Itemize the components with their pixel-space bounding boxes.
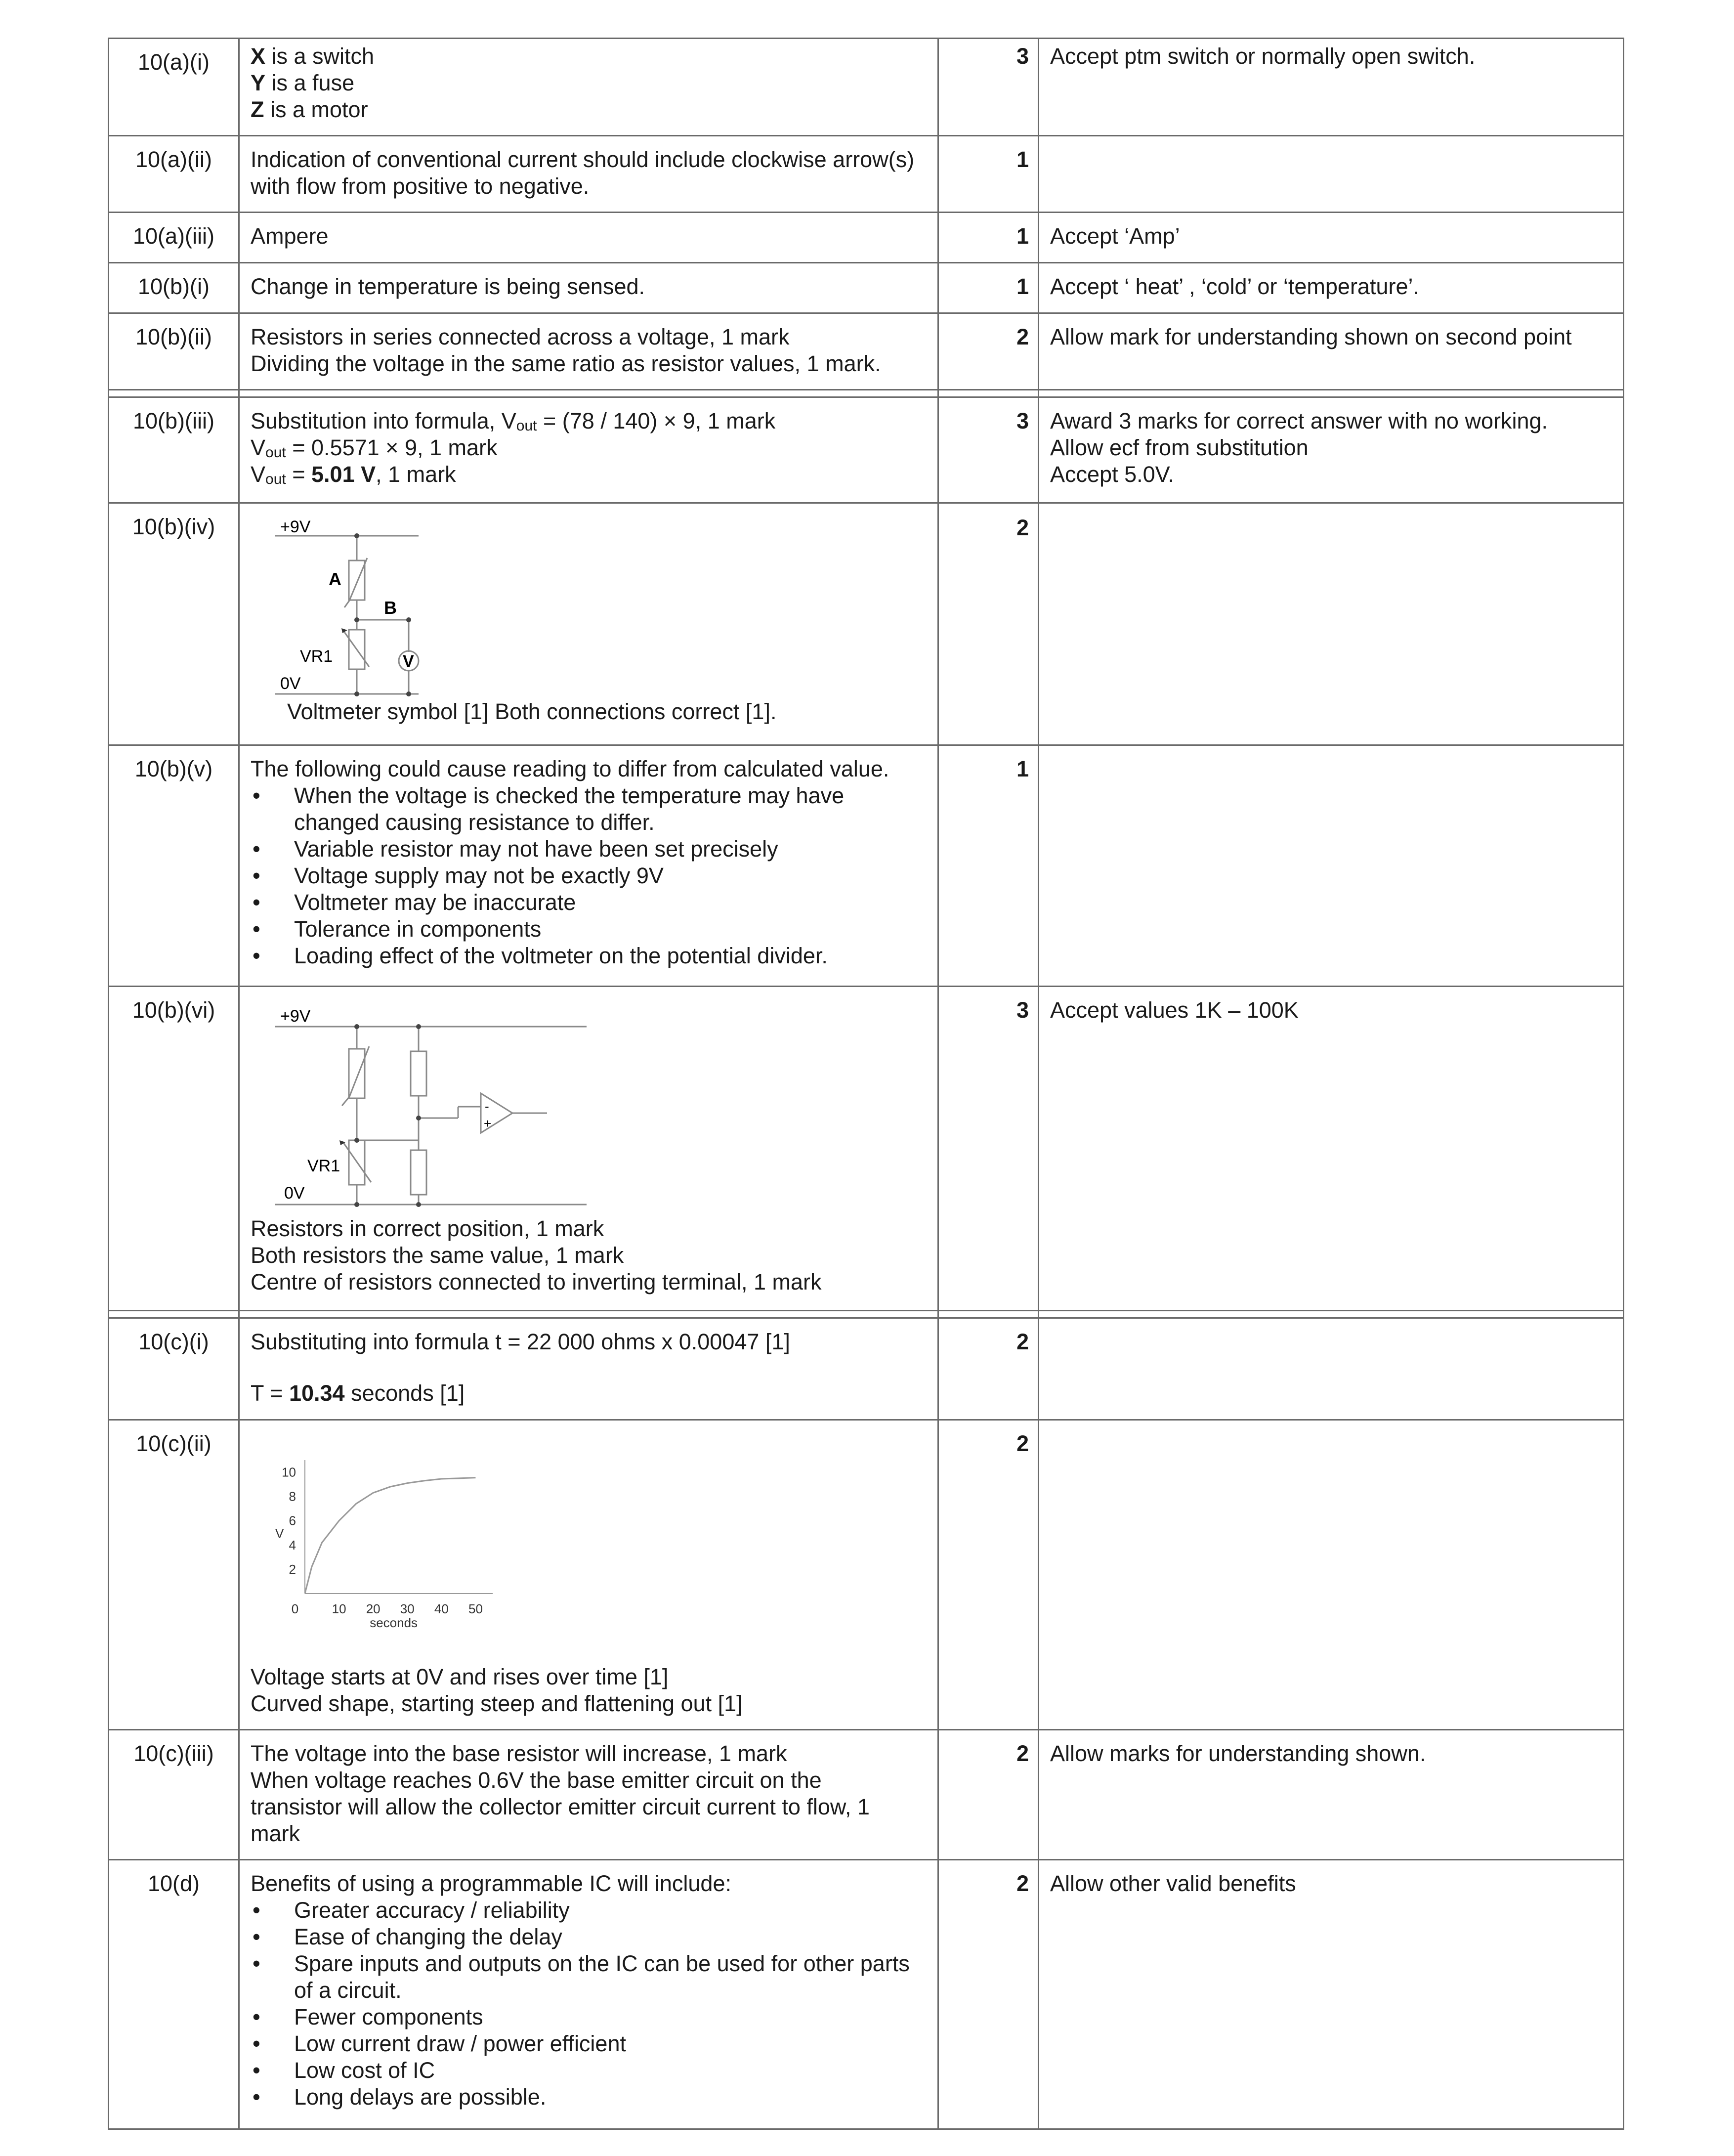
marks-cell: 1	[938, 263, 1039, 313]
label-a: A	[329, 569, 341, 589]
answer-cell: Indication of conventional current should include clockwise arrow(s) with flow from positive to negative.	[239, 136, 938, 213]
question-number: 10(a)(iii)	[109, 213, 239, 263]
table-row	[109, 263, 1624, 313]
x-tick-label: 20	[366, 1601, 381, 1616]
voltmeter-symbol: V	[403, 652, 414, 671]
marks-cell: 2	[938, 1318, 1039, 1420]
marks-cell: 2	[938, 1860, 1039, 2129]
guidance-cell	[1039, 503, 1624, 745]
label-b: B	[384, 598, 397, 618]
y-axis-label: V	[275, 1526, 284, 1541]
table-row	[109, 987, 1624, 1311]
list-item: • Low current draw / power efficient	[251, 2030, 927, 2057]
list-item: • Fewer components	[251, 2004, 927, 2030]
marks-cell: 1	[938, 213, 1039, 263]
question-number: 10(b)(v)	[109, 745, 239, 987]
y-tick-label: 6	[289, 1513, 296, 1528]
series-line	[305, 1478, 475, 1594]
y-tick-label: 4	[289, 1537, 296, 1552]
x-tick-label: 40	[434, 1601, 449, 1616]
marks-cell: 2	[938, 503, 1039, 745]
guidance-cell: Accept ptm switch or normally open switch.	[1039, 39, 1624, 136]
question-number: 10(b)(iii)	[109, 397, 239, 503]
row-gap	[109, 390, 1624, 397]
inverting-terminal: -	[485, 1099, 489, 1114]
list-item: • Tolerance in components	[251, 916, 927, 943]
list-item: • Long delays are possible.	[251, 2084, 927, 2111]
list-item: • Greater accuracy / reliability	[251, 1897, 927, 1924]
table-row	[109, 136, 1624, 213]
guidance-cell: Allow marks for understanding shown.	[1039, 1730, 1624, 1860]
guidance-cell: Accept ‘ heat’ , ‘cold’ or ‘temperature’.	[1039, 263, 1624, 313]
answer-cell: X is a switch Y is a fuse Z is a motor	[239, 39, 938, 136]
voltmeter-circuit-diagram	[251, 509, 458, 696]
guidance-cell: Allow mark for understanding shown on second point	[1039, 313, 1624, 390]
answer-cell: Substitution into formula, $V_{out} = (78 / 140) \times 9$, 1 mark $V_{out} = 0.5571 \times 9$, 1 mark $V_{out} = 5.01$ V, 1 mark	[239, 397, 938, 503]
answer-cell	[239, 503, 938, 745]
list-item: • When the voltage is checked the temperature may have changed causing resistance to differ.	[251, 782, 927, 836]
question-number: 10(c)(i)	[109, 1318, 239, 1420]
marks-cell: 2	[938, 313, 1039, 390]
answer-cell: Benefits of using a programmable IC will include: • Greater accuracy / reliability • Ease of changing the delay • Spare inputs and outputs on the IC can be used for other parts of a circuit. • Fewer components • Low current draw / power efficient • Low cost of IC • Long delays are possible.	[239, 1860, 938, 2129]
ground-label: 0V	[280, 674, 301, 693]
question-number: 10(a)(i)	[109, 39, 239, 136]
comparator-circuit-diagram	[251, 992, 596, 1209]
charging-curve-chart	[251, 1440, 527, 1638]
guidance-cell	[1039, 745, 1624, 987]
row-gap	[109, 1311, 1624, 1318]
question-number: 10(b)(i)	[109, 263, 239, 313]
table-row	[109, 503, 1624, 745]
list-item: • Ease of changing the delay	[251, 1924, 927, 1950]
answer-cell: The following could cause reading to differ from calculated value. • When the voltage is checked the temperature may have changed causing resistance to differ. • Variable resistor may not have been set precisely • Voltage supply may not be exactly 9V • Voltmeter may be inaccurate • Tolerance in components • Loading effect of the voltmeter on the potential divider.	[239, 745, 938, 987]
supply-label: +9V	[280, 1007, 311, 1026]
table-row	[109, 1420, 1624, 1730]
x-axis-label: seconds	[370, 1615, 418, 1630]
marks-cell: 2	[938, 1730, 1039, 1860]
table-row	[109, 1860, 1624, 2129]
table-row	[109, 1730, 1624, 1860]
guidance-cell	[1039, 1318, 1624, 1420]
answer-cell: 2 4 6 8 10 0 10 20 30 40 50 V seconds Voltage starts at 0V and rises over time [1] Curved shape, starting steep and flattening out [1]	[239, 1420, 938, 1730]
y-tick-label: 10	[282, 1465, 296, 1480]
vr1-label: VR1	[307, 1157, 340, 1175]
y-tick-label: 2	[289, 1561, 296, 1577]
answer-cell: The voltage into the base resistor will increase, 1 mark When voltage reaches 0.6V the base emitter circuit on the transistor will allow the collector emitter circuit current to flow, 1 mark	[239, 1730, 938, 1860]
list-item: • Voltmeter may be inaccurate	[251, 889, 927, 916]
non-inverting-terminal: +	[484, 1116, 492, 1131]
table-row	[109, 313, 1624, 390]
answer-cell: Resistors in series connected across a voltage, 1 mark Dividing the voltage in the same ratio as resistor values, 1 mark.	[239, 313, 938, 390]
marks-cell: 2	[938, 1420, 1039, 1730]
table-row	[109, 745, 1624, 987]
answer-cell: Change in temperature is being sensed.	[239, 263, 938, 313]
question-number: 10(d)	[109, 1860, 239, 2129]
diagram-caption: Voltmeter symbol [1] Both connections correct [1].	[287, 699, 777, 724]
x-tick-label: 0	[291, 1601, 299, 1616]
table-row	[109, 39, 1624, 136]
table-row	[109, 213, 1624, 263]
table-row	[109, 1318, 1624, 1420]
answer-cell: Ampere	[239, 213, 938, 263]
answer-cell: Substituting into formula t = 22 000 ohms x 0.00047 [1] T = 10.34 seconds [1]	[239, 1318, 938, 1420]
answer-cell: - + +9V VR1 0V Resistors in correct position, 1 mark Both resistors the same value, 1 mark Centre of resistors connected to inverting terminal, 1 mark	[239, 987, 938, 1311]
guidance-cell: Allow other valid benefits	[1039, 1860, 1624, 2129]
list-item: • Low cost of IC	[251, 2057, 927, 2084]
question-number: 10(b)(ii)	[109, 313, 239, 390]
question-number: 10(b)(iv)	[109, 503, 239, 745]
list-item: • Loading effect of the voltmeter on the potential divider.	[251, 943, 927, 969]
question-number: 10(c)(ii)	[109, 1420, 239, 1730]
guidance-cell: Accept ‘Amp’	[1039, 213, 1624, 263]
guidance-cell: Award 3 marks for correct answer with no working. Allow ecf from substitution Accept 5.0V.	[1039, 397, 1624, 503]
question-number: 10(c)(iii)	[109, 1730, 239, 1860]
x-tick-label: 10	[332, 1601, 346, 1616]
guidance-cell	[1039, 1420, 1624, 1730]
marks-cell: 3	[938, 987, 1039, 1311]
list-item: • Voltage supply may not be exactly 9V	[251, 862, 927, 889]
supply-label: +9V	[280, 517, 311, 536]
ground-label: 0V	[284, 1184, 305, 1203]
y-tick-label: 8	[289, 1489, 296, 1504]
question-number: 10(b)(vi)	[109, 987, 239, 1311]
marks-cell: 3	[938, 39, 1039, 136]
question-number: 10(a)(ii)	[109, 136, 239, 213]
list-item: • Variable resistor may not have been set precisely	[251, 836, 927, 862]
guidance-cell: Accept values 1K – 100K	[1039, 987, 1624, 1311]
x-tick-label: 30	[400, 1601, 415, 1616]
x-tick-label: 50	[468, 1601, 483, 1616]
guidance-cell	[1039, 136, 1624, 213]
vr1-label: VR1	[300, 647, 333, 666]
list-item: • Spare inputs and outputs on the IC can be used for other parts of a circuit.	[251, 1950, 927, 2004]
marks-cell: 1	[938, 745, 1039, 987]
marks-cell: 3	[938, 397, 1039, 503]
mark-scheme-table	[108, 38, 1624, 2130]
marks-cell: 1	[938, 136, 1039, 213]
table-row	[109, 397, 1624, 503]
